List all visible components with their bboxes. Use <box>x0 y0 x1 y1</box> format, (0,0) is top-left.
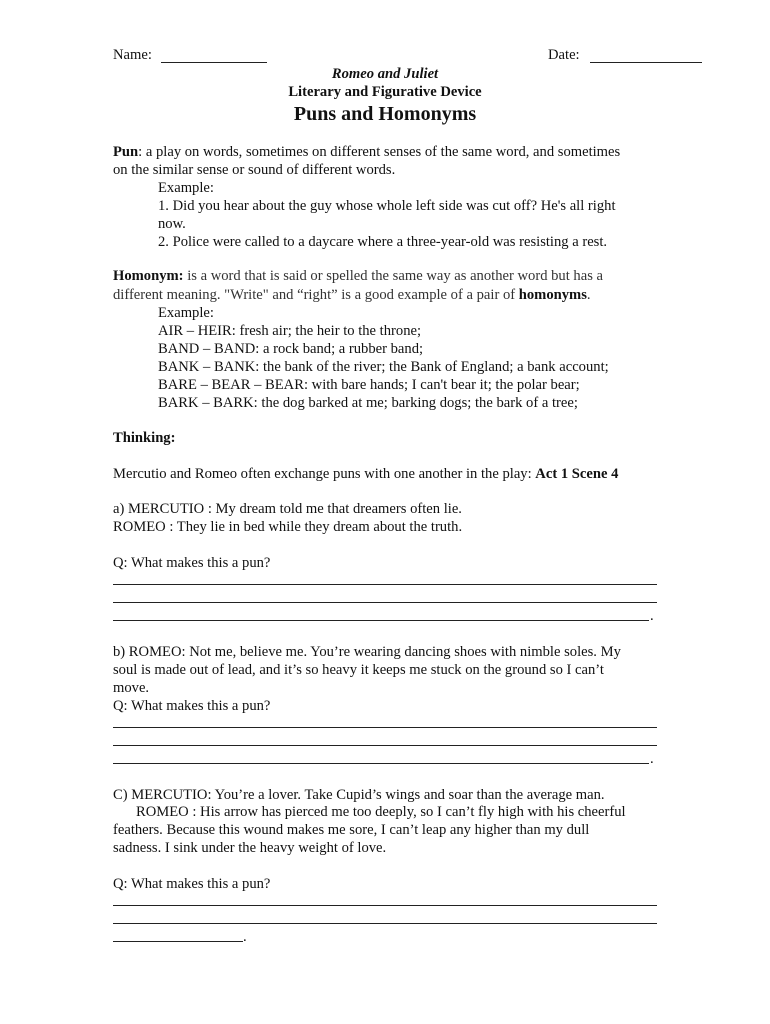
answer-line[interactable] <box>113 941 243 942</box>
pun-example2: 2. Police were called to a daycare where a three-year-old was resisting a rest. <box>158 234 608 250</box>
date-label: Date: <box>548 47 580 63</box>
homonym-example: AIR – HEIR: fresh air; the heir to the throne; <box>158 323 422 339</box>
pun-example-label: Example: <box>158 180 214 196</box>
homonym-term: Homonym: <box>113 268 184 284</box>
question-b-line3: move. <box>113 680 150 696</box>
pun-definition-line1: Pun: a play on words, sometimes on different senses of the same word, and sometimes <box>113 144 621 160</box>
answer-end-mark: . <box>243 929 247 945</box>
homonym-definition-line2: different meaning. "Write" and “right” is a good example of a pair of homonyms. <box>113 287 591 303</box>
answer-line[interactable] <box>113 584 657 585</box>
question-b-line1: b) ROMEO: Not me, believe me. You’re wearing dancing shoes with nimble soles. My <box>113 644 621 660</box>
unit-title: Literary and Figurative Device <box>288 84 482 100</box>
homonym-example: BANK – BANK: the bank of the river; the Bank of England; a bank account; <box>158 359 609 375</box>
question-c-line3: feathers. Because this wound makes me sore, I can’t leap any higher than my dull <box>113 822 590 838</box>
answer-line[interactable] <box>113 620 649 621</box>
homonym-example: BAND – BAND: a rock band; a rubber band; <box>158 341 424 357</box>
answer-line[interactable] <box>113 763 649 764</box>
pun-term: Pun <box>113 144 139 160</box>
pun-definition-line2: on the similar sense or sound of different words. <box>113 162 396 178</box>
homonym-example: BARK – BARK: the dog barked at me; barking dogs; the bark of a tree; <box>158 395 578 411</box>
name-field-line[interactable] <box>161 62 267 63</box>
answer-line[interactable] <box>113 602 657 603</box>
pun-example1-line2: now. <box>158 216 186 232</box>
question-a-prompt: Q: What makes this a pun? <box>113 555 271 571</box>
thinking-intro: Mercutio and Romeo often exchange puns with one another in the play: Act 1 Scene 4 <box>113 466 619 482</box>
play-title: Romeo and Juliet <box>331 66 439 82</box>
date-field-line[interactable] <box>590 62 702 63</box>
thinking-heading: Thinking: <box>113 430 176 446</box>
answer-end-mark: . <box>650 608 654 624</box>
question-c-prompt: Q: What makes this a pun? <box>113 876 271 892</box>
pun-example1-line1: 1. Did you hear about the guy whose whole left side was cut off? He's all right <box>158 198 616 214</box>
question-a-line1: a) MERCUTIO : My dream told me that dreamers often lie. <box>113 501 462 517</box>
answer-line[interactable] <box>113 727 657 728</box>
question-c-line4: sadness. I sink under the heavy weight of love. <box>113 840 387 856</box>
question-c-line2: ROMEO : His arrow has pierced me too deeply, so I can’t fly high with his cheerful <box>136 804 626 820</box>
answer-end-mark: . <box>650 751 654 767</box>
page-title: Puns and Homonyms <box>293 103 477 125</box>
question-c-line1: C) MERCUTIO: You’re a lover. Take Cupid’s wings and soar than the average man. <box>113 787 605 803</box>
question-b-line2: soul is made out of lead, and it’s so heavy it keeps me stuck on the ground so I can’t <box>113 662 604 678</box>
homonym-definition-line1: Homonym: is a word that is said or spelled the same way as another word but has a <box>113 268 604 284</box>
name-label: Name: <box>113 47 152 63</box>
answer-line[interactable] <box>113 745 657 746</box>
question-a-line2: ROMEO : They lie in bed while they dream about the truth. <box>113 519 463 535</box>
homonym-example: BARE – BEAR – BEAR: with bare hands; I can't bear it; the polar bear; <box>158 377 580 393</box>
answer-line[interactable] <box>113 923 657 924</box>
homonym-example-label: Example: <box>158 305 214 321</box>
answer-line[interactable] <box>113 905 657 906</box>
question-b-prompt: Q: What makes this a pun? <box>113 698 271 714</box>
